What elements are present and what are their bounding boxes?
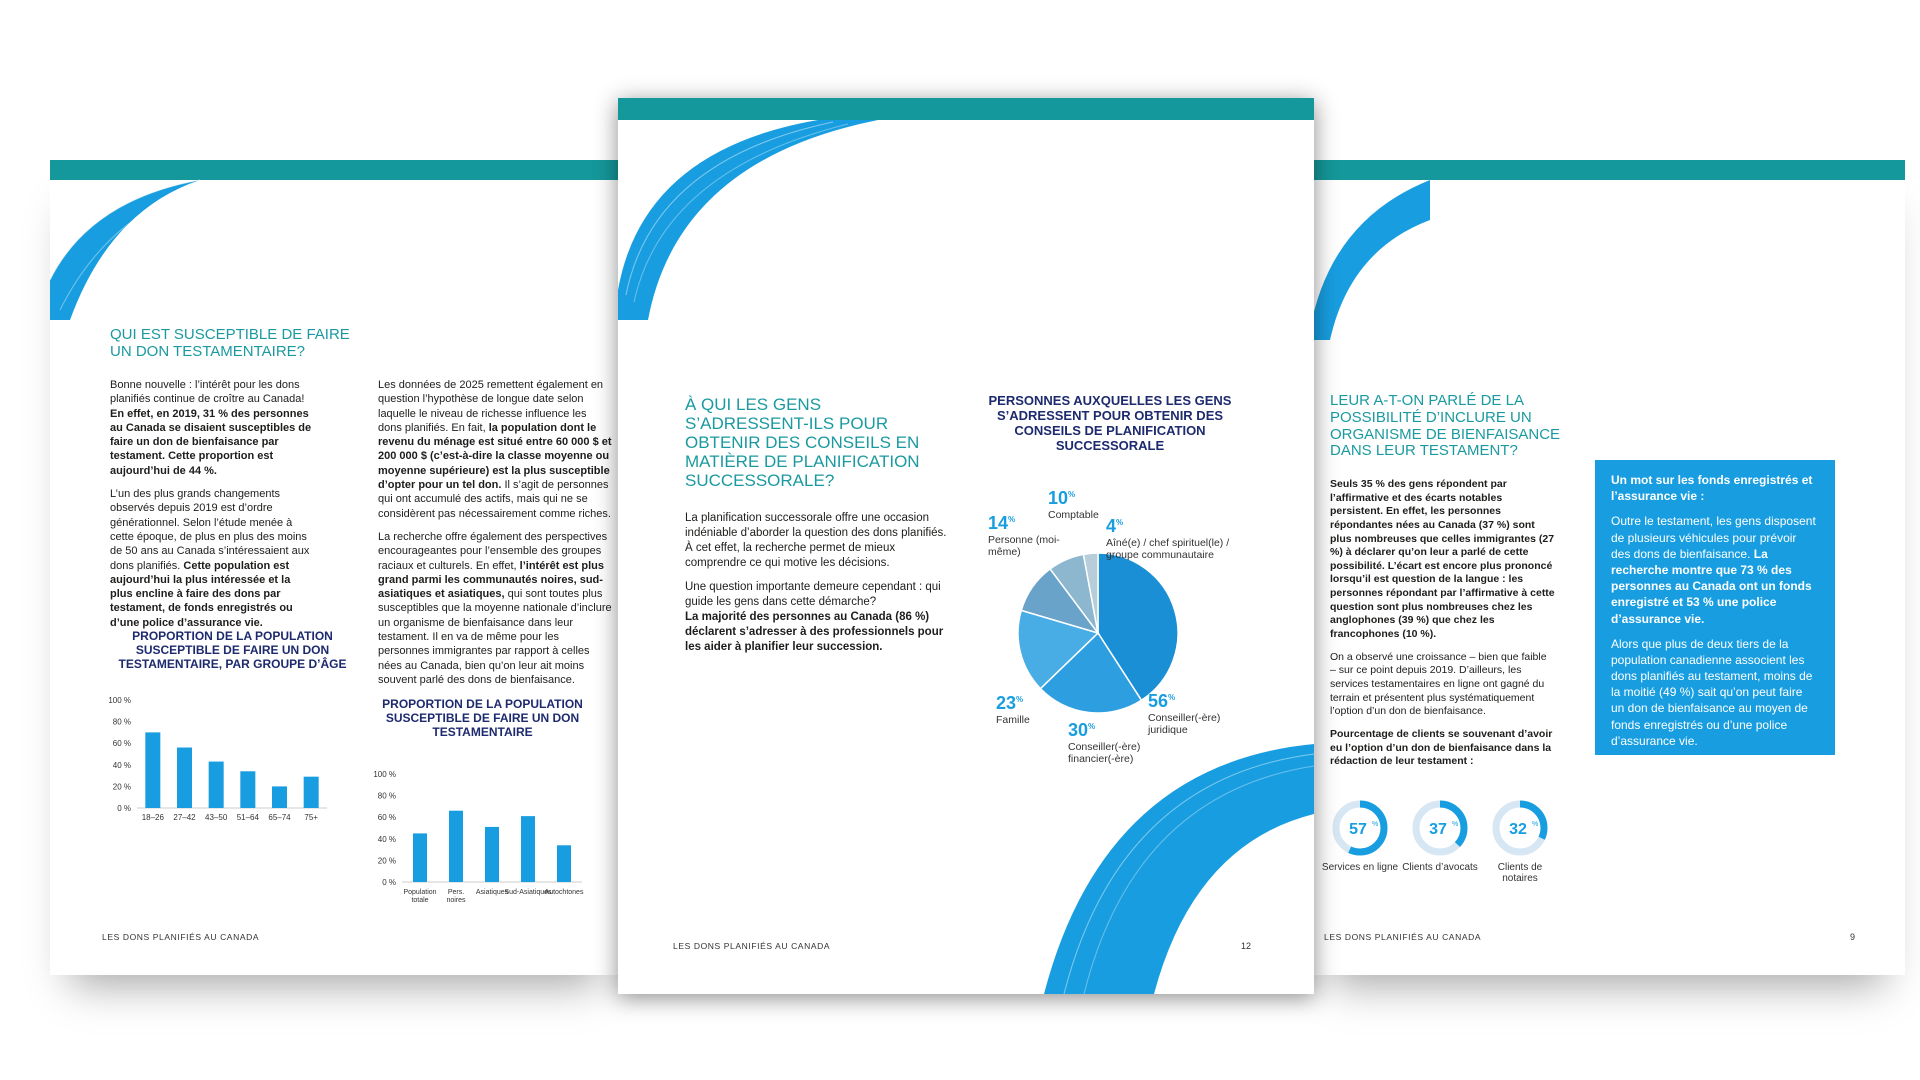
page-footer: LES DONS PLANIFIÉS AU CANADA	[673, 941, 831, 951]
text-run: Bonne nouvelle : l’intérêt pour les dons planifiés continue de croître au Canada!	[110, 379, 305, 406]
donut-percent-sign: %	[1452, 821, 1459, 828]
pie-category: Personne (moi-même)	[988, 533, 1060, 558]
x-tick-label: Sud-Asiatiques	[504, 889, 552, 896]
text-run-bold: l’intérêt est plus grand parmi les communautés noires, sud-asiatiques et asiatiques,	[378, 559, 605, 601]
text-run: qui sont toutes plus susceptibles que la moyenne nationale d’inclure un organisme de bienfaisance dans leur testament. Il en va de même pour les personnes immigrantes par rapport à celles nées au Canada, bien qu’on leur ait moins souvent parlé des dons de bienfaisance.	[378, 588, 612, 686]
y-tick-label: 0 %	[117, 804, 131, 813]
chart-title-pie: PERSONNES AUXQUELLES LES GENS S’ADRESSENT POUR OBTENIR DES CONSEILS DE PLANIFICATION SUCCESSORALE	[988, 393, 1232, 453]
donut-value: 57	[1349, 821, 1367, 838]
donut-ring	[1410, 798, 1470, 858]
chart-title-groups: PROPORTION DE LA POPULATION SUSCEPTIBLE DE FAIRE UN DON TESTAMENTAIRE	[382, 697, 583, 739]
pie-category: Conseiller(-ère) juridique	[1148, 711, 1221, 736]
bar	[209, 762, 224, 808]
bar	[272, 786, 287, 808]
pie-percent-sign: %	[1116, 518, 1124, 527]
x-tick-label: 65–74	[268, 813, 291, 822]
paragraph: Une question importante demeure cependant : qui guide les gens dans cette démarche?	[685, 580, 941, 608]
donut-ring	[1330, 798, 1390, 858]
pie-percent-sign: %	[1008, 515, 1016, 524]
x-tick-label: Autochtones	[544, 889, 584, 896]
info-box	[1595, 460, 1835, 755]
bar	[449, 811, 463, 882]
bar	[145, 732, 160, 808]
x-tick-label: 18–26	[141, 813, 164, 822]
page-footer: LES DONS PLANIFIÉS AU CANADA	[102, 932, 260, 942]
donut-label: Clients de notaires	[1497, 861, 1543, 884]
paragraph: Alors que plus de deux tiers de la population canadienne associent les dons planifiés au testament, moins de la moitié (49 %) sait qu’on peut faire un don de bienfaisance au moyen de fonds enregistrés ou d’une police d’assurance vie.	[1611, 636, 1813, 748]
text-run-bold: En effet, en 2019, 31 % des personnes au Canada se disaient susceptibles de faire un don de bienfaisance par testament. Cette proportion est aujourd’hui de 44 %.	[110, 407, 312, 477]
bar	[304, 777, 319, 808]
left-page	[50, 160, 620, 975]
pie-percent-sign: %	[1088, 722, 1096, 731]
donut-label: Services en ligne	[1321, 861, 1399, 873]
section-heading: À QUI LES GENS S’ADRESSENT-ILS POUR OBTENIR DES CONSEILS EN MATIÈRE DE PLANIFICATION SUCCESSORALE?	[685, 395, 920, 491]
pie-value: 4	[1106, 516, 1117, 536]
y-tick-label: 0 %	[382, 878, 396, 887]
text-run: La recherche offre également des perspectives encourageantes pour l’ensemble des groupes raciaux et culturels. En effet,	[378, 530, 608, 572]
donut-ring	[1490, 798, 1550, 858]
paragraph: On a observé une croissance – bien que faible – sur ce point depuis 2019. D’ailleurs, les services testamentaires en ligne ont gagné du terrain et présentent plus systématiquement l’option d’un don de bienfaisance.	[1330, 650, 1547, 718]
x-tick-label: Population	[403, 889, 437, 896]
left-column-text	[110, 378, 315, 639]
teal-header-bar	[618, 98, 1314, 120]
donut-lawyers	[1400, 798, 1480, 873]
pie-category: Conseiller(-ère) financier(-ère)	[1068, 740, 1141, 765]
paragraph: La planification successorale offre une occasion indéniable d’aborder la question des dons planifiés. À cet effet, la recherche permet de mieux comprendre ce qui motive les décisions.	[685, 512, 947, 569]
y-tick-label: 20 %	[112, 782, 131, 792]
page-number: 9	[1850, 932, 1856, 942]
y-tick-label: 60 %	[377, 813, 396, 823]
donut-chart-row	[1320, 798, 1560, 888]
page-footer: LES DONS PLANIFIÉS AU CANADA	[1324, 932, 1482, 942]
right-column-text	[378, 378, 613, 696]
pie-value: 56	[1148, 691, 1169, 711]
text-run: Il s’agit de personnes qui ont accumulé des actifs, mais qui ne se considèrent pas nécessairement comme riches.	[378, 479, 611, 520]
section-heading: LEUR A-T-ON PARLÉ DE LA POSSIBILITÉ D’INCLURE UN ORGANISME DE BIENFAISANCE DANS LEUR TESTAMENT?	[1330, 392, 1561, 460]
pie-value: 10	[1048, 488, 1069, 508]
y-tick-label: 40 %	[112, 760, 131, 770]
x-tick-label: totale	[411, 897, 429, 904]
bar	[485, 827, 499, 882]
donut-value: 37	[1429, 821, 1447, 838]
donut-percent-sign: %	[1532, 821, 1539, 828]
text-run-bold: la population dont le revenu du ménage est situé entre 60 000 $ et 200 000 $ (c’est-à-dire la classe moyenne ou moyenne supérieure) est la plus susceptible d’opter pour un tel don.	[378, 421, 612, 492]
bar	[557, 845, 571, 882]
decorative-arc-bottom	[984, 744, 1314, 994]
bar	[177, 748, 192, 808]
bar	[413, 833, 427, 882]
donut-value: 32	[1509, 821, 1527, 838]
pie-label-aine	[1106, 516, 1246, 561]
decorative-arc	[618, 120, 878, 320]
text-run-bold: La recherche montre que 73 % des personnes au Canada ont un fonds enregistré et 53 % une police d’assurance vie.	[1611, 546, 1812, 626]
x-tick-label: 43–50	[205, 813, 228, 822]
center-column-text	[685, 511, 950, 663]
text-run: Les données de 2025 remettent également en question l’hypothèse de longue date selon laquelle le niveau de richesse influence les dons planifiés. En fait,	[378, 379, 604, 434]
center-page	[618, 98, 1314, 994]
text-run-bold: Cette population est aujourd’hui la plus intéressée et la plus encline à faire des dons par testament, de fonds enregistrés ou d’une police d’assurance vie.	[110, 559, 293, 629]
bar-chart-age	[105, 680, 365, 830]
y-tick-label: 80 %	[377, 791, 396, 801]
bar-chart-groups	[370, 740, 620, 904]
pie-label-famille	[996, 693, 1056, 726]
y-tick-label: 80 %	[112, 717, 131, 727]
decorative-arc	[1310, 160, 1430, 340]
pie-value: 30	[1068, 720, 1089, 740]
y-tick-label: 20 %	[377, 856, 396, 866]
pie-category: Comptable	[1048, 508, 1099, 521]
bar	[240, 771, 255, 808]
right-page	[1310, 160, 1905, 975]
bar	[521, 816, 535, 882]
pie-value: 23	[996, 693, 1017, 713]
x-tick-label: Asiatiques	[475, 889, 509, 896]
section-heading: QUI EST SUSCEPTIBLE DE FAIRE UN DON TESTAMENTAIRE?	[110, 326, 350, 360]
y-tick-label: 100 %	[373, 770, 396, 779]
donut-label: Clients d’avocats	[1402, 861, 1478, 873]
pie-value: 14	[988, 513, 1009, 533]
chart-title-age: PROPORTION DE LA POPULATION SUSCEPTIBLE DE FAIRE UN DON TESTAMENTAIRE, PAR GROUPE D’ÂGE	[118, 629, 347, 671]
x-tick-label: 27–42	[173, 813, 196, 822]
pie-category: Famille	[996, 713, 1030, 726]
x-tick-label: 51–64	[236, 813, 259, 822]
x-tick-label: Pers.	[447, 889, 465, 896]
donut-percent-sign: %	[1372, 821, 1379, 828]
y-tick-label: 40 %	[377, 834, 396, 844]
pie-percent-sign: %	[1168, 693, 1176, 702]
right-column-text	[1330, 478, 1555, 778]
donut-online	[1320, 798, 1400, 873]
y-tick-label: 60 %	[112, 739, 131, 749]
paragraph-bold: Seuls 35 % des gens répondent par l’affirmative et des écarts notables persistent. En effet, les personnes répondantes nées au Canada (37 %) sont plus nombreuses que celles immigrantes (27 %) à déclarer qu’on leur a parlé de cette possibilité. L’écart est encore plus prononcé lorsqu’il est question de la langue : les personnes répondant par l’affirmative à cette question sont plus nombreuses chez les anglophones (39 %) que chez les francophones (10 %).	[1330, 478, 1555, 641]
text-run: L’un des plus grands changements observés depuis 2019 est d’ordre générationnel. Selon l’étude menée à cette époque, de plus en plus des moins de 50 ans au Canada s’intéressaient aux dons planifiés.	[110, 488, 310, 572]
info-box-title: Un mot sur les fonds enregistrés et l’assurance vie :	[1611, 473, 1813, 504]
donut-notaries	[1480, 798, 1560, 885]
x-tick-label: 75+	[304, 813, 318, 822]
text-run: Outre le testament, les gens disposent de plusieurs véhicules pour prévoir des dons de bienfaisance.	[1611, 514, 1816, 561]
pie-label-financier	[1068, 720, 1178, 765]
pie-percent-sign: %	[1016, 695, 1024, 704]
pie-category: Aîné(e) / chef spirituel(le) / groupe communautaire	[1106, 536, 1230, 561]
page-number: 12	[1241, 941, 1252, 951]
y-tick-label: 100 %	[108, 696, 131, 705]
decorative-arc	[50, 160, 310, 320]
paragraph-bold: La majorité des personnes au Canada (86 %) déclarent s’adresser à des professionnels pour les aider à planifier leur succession.	[685, 610, 944, 653]
pie-percent-sign: %	[1068, 490, 1076, 499]
paragraph-bold: Pourcentage de clients se souvenant d’avoir eu l’option d’un don de bienfaisance dans la rédaction de leur testament :	[1330, 727, 1553, 768]
x-tick-label: noires	[446, 897, 466, 904]
